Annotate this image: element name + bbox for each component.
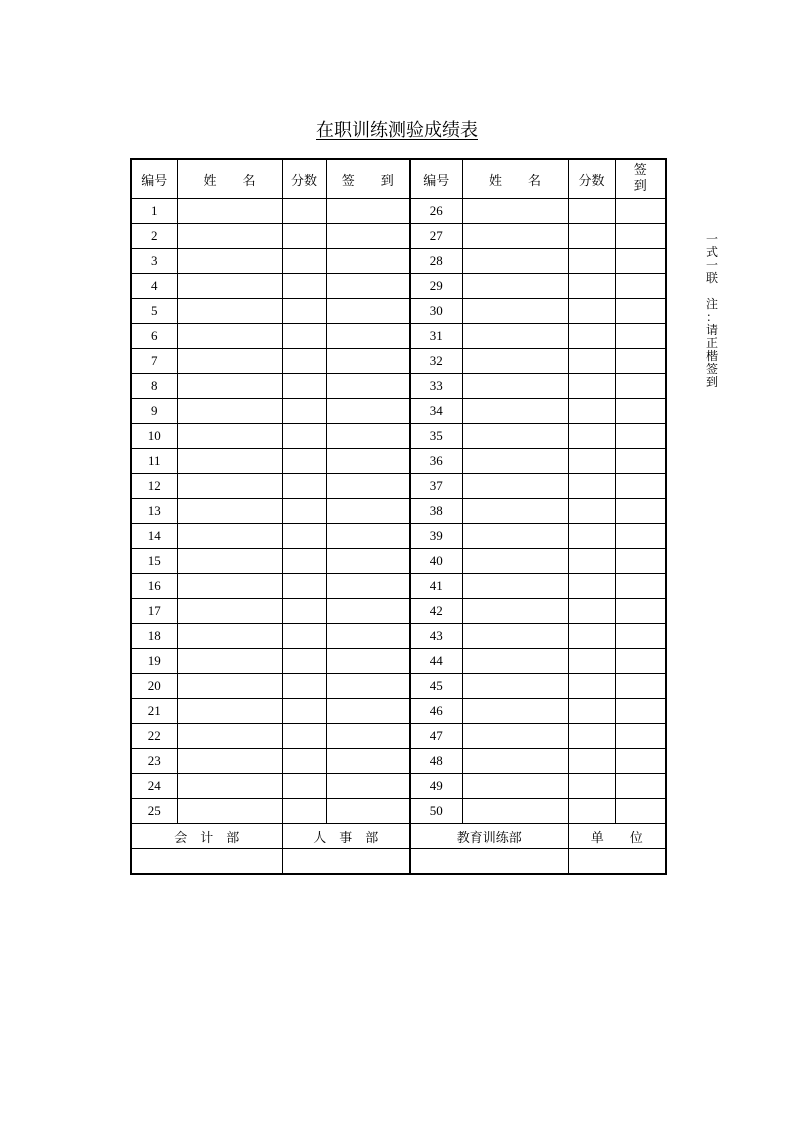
name-cell-right[interactable] <box>462 449 568 474</box>
score-cell-right[interactable] <box>568 399 615 424</box>
name-cell-left[interactable] <box>177 699 282 724</box>
score-cell-right[interactable] <box>568 424 615 449</box>
score-cell-right[interactable] <box>568 774 615 799</box>
name-cell-right[interactable] <box>462 624 568 649</box>
sign-cell-left[interactable] <box>326 749 410 774</box>
footer-training: 教育训练部 <box>410 824 568 849</box>
row-number-right: 44 <box>410 649 462 674</box>
footer-label-row <box>131 824 666 849</box>
header-sign-right-text: 签到 <box>633 163 647 194</box>
sign-cell-right[interactable] <box>615 349 666 374</box>
score-cell-right[interactable] <box>568 599 615 624</box>
score-cell-left[interactable] <box>282 699 326 724</box>
sign-cell-left[interactable] <box>326 249 410 274</box>
score-cell-left[interactable] <box>282 249 326 274</box>
score-cell-right[interactable] <box>568 299 615 324</box>
score-cell-left[interactable] <box>282 374 326 399</box>
row-number-left: 5 <box>131 299 177 324</box>
sign-cell-left[interactable] <box>326 599 410 624</box>
row-number-right: 42 <box>410 599 462 624</box>
name-cell-left[interactable] <box>177 649 282 674</box>
sign-cell-right[interactable] <box>615 699 666 724</box>
row-number-right: 27 <box>410 224 462 249</box>
sign-cell-left[interactable] <box>326 424 410 449</box>
row-number-left: 13 <box>131 499 177 524</box>
row-number-right: 38 <box>410 499 462 524</box>
side-note-char: 正 <box>705 336 718 350</box>
score-cell-right[interactable] <box>568 699 615 724</box>
score-cell-left[interactable] <box>282 774 326 799</box>
sign-cell-left[interactable] <box>326 499 410 524</box>
row-number-right: 41 <box>410 574 462 599</box>
name-cell-left[interactable] <box>177 749 282 774</box>
row-number-right: 32 <box>410 349 462 374</box>
score-cell-right[interactable] <box>568 649 615 674</box>
sign-cell-right[interactable] <box>615 274 666 299</box>
score-cell-left[interactable] <box>282 599 326 624</box>
score-cell-left[interactable] <box>282 724 326 749</box>
name-cell-left[interactable] <box>177 599 282 624</box>
name-cell-right[interactable] <box>462 474 568 499</box>
form-title <box>0 116 794 142</box>
header-sign-right <box>615 159 666 199</box>
score-cell-right[interactable] <box>568 474 615 499</box>
name-cell-left[interactable] <box>177 449 282 474</box>
name-cell-left[interactable] <box>177 199 282 224</box>
score-cell-left[interactable] <box>282 449 326 474</box>
name-cell-left[interactable] <box>177 249 282 274</box>
row-number-left: 18 <box>131 624 177 649</box>
score-cell-right[interactable] <box>568 274 615 299</box>
name-cell-right[interactable] <box>462 574 568 599</box>
sign-cell-right[interactable] <box>615 199 666 224</box>
score-cell-left[interactable] <box>282 324 326 349</box>
row-number-left: 15 <box>131 549 177 574</box>
table-row <box>131 274 666 299</box>
table-row <box>131 799 666 824</box>
sign-cell-right[interactable] <box>615 449 666 474</box>
row-number-left: 1 <box>131 199 177 224</box>
sign-cell-left[interactable] <box>326 399 410 424</box>
sign-cell-left[interactable] <box>326 299 410 324</box>
score-cell-right[interactable] <box>568 749 615 774</box>
sign-cell-right[interactable] <box>615 224 666 249</box>
side-note-char: 注 <box>705 297 718 311</box>
score-cell-right[interactable] <box>568 374 615 399</box>
score-cell-left[interactable] <box>282 199 326 224</box>
name-cell-left[interactable] <box>177 674 282 699</box>
table-row <box>131 774 666 799</box>
row-number-right: 47 <box>410 724 462 749</box>
score-cell-right[interactable] <box>568 674 615 699</box>
name-cell-left[interactable] <box>177 374 282 399</box>
row-number-left: 23 <box>131 749 177 774</box>
name-cell-left[interactable] <box>177 224 282 249</box>
sign-cell-left[interactable] <box>326 699 410 724</box>
footer-hr-blank[interactable] <box>282 849 410 875</box>
name-cell-right[interactable] <box>462 649 568 674</box>
table-row <box>131 749 666 774</box>
table-row <box>131 249 666 274</box>
score-cell-right[interactable] <box>568 724 615 749</box>
name-cell-left[interactable] <box>177 799 282 824</box>
sign-cell-left[interactable] <box>326 524 410 549</box>
sign-cell-right[interactable] <box>615 724 666 749</box>
name-cell-right[interactable] <box>462 699 568 724</box>
table-row <box>131 699 666 724</box>
row-number-left: 11 <box>131 449 177 474</box>
row-number-left: 21 <box>131 699 177 724</box>
side-note-char: 签 <box>705 362 718 376</box>
table-row <box>131 574 666 599</box>
table-row <box>131 449 666 474</box>
row-number-right: 46 <box>410 699 462 724</box>
row-number-left: 25 <box>131 799 177 824</box>
table-row <box>131 224 666 249</box>
name-cell-left[interactable] <box>177 324 282 349</box>
row-number-left: 20 <box>131 674 177 699</box>
row-number-right: 36 <box>410 449 462 474</box>
row-number-right: 50 <box>410 799 462 824</box>
sign-cell-right[interactable] <box>615 674 666 699</box>
score-cell-right[interactable] <box>568 449 615 474</box>
score-cell-right[interactable] <box>568 624 615 649</box>
sign-cell-left[interactable] <box>326 649 410 674</box>
footer-accounting-blank[interactable] <box>131 849 282 875</box>
row-number-right: 26 <box>410 199 462 224</box>
score-cell-left[interactable] <box>282 574 326 599</box>
sign-cell-right[interactable] <box>615 424 666 449</box>
score-cell-left[interactable] <box>282 499 326 524</box>
sign-cell-right[interactable] <box>615 624 666 649</box>
sign-cell-left[interactable] <box>326 624 410 649</box>
header-sign-left: 签 到 <box>326 159 410 199</box>
row-number-right: 35 <box>410 424 462 449</box>
table-row <box>131 349 666 374</box>
sign-cell-right[interactable] <box>615 524 666 549</box>
footer-hr: 人 事 部 <box>282 824 410 849</box>
name-cell-right[interactable] <box>462 224 568 249</box>
score-cell-left[interactable] <box>282 524 326 549</box>
score-cell-right[interactable] <box>568 324 615 349</box>
sign-cell-left[interactable] <box>326 724 410 749</box>
score-cell-right[interactable] <box>568 199 615 224</box>
row-number-right: 48 <box>410 749 462 774</box>
score-cell-right[interactable] <box>568 499 615 524</box>
score-table <box>130 158 667 875</box>
sign-cell-right[interactable] <box>615 549 666 574</box>
score-cell-left[interactable] <box>282 424 326 449</box>
sign-cell-left[interactable] <box>326 674 410 699</box>
name-cell-left[interactable] <box>177 499 282 524</box>
row-number-left: 17 <box>131 599 177 624</box>
side-note-char: 请 <box>705 323 718 337</box>
header-row <box>131 159 666 199</box>
row-number-right: 39 <box>410 524 462 549</box>
name-cell-right[interactable] <box>462 774 568 799</box>
row-number-right: 45 <box>410 674 462 699</box>
name-cell-right[interactable] <box>462 524 568 549</box>
score-cell-left[interactable] <box>282 474 326 499</box>
score-cell-left[interactable] <box>282 799 326 824</box>
name-cell-right[interactable] <box>462 399 568 424</box>
sign-cell-left[interactable] <box>326 199 410 224</box>
table-row <box>131 324 666 349</box>
table-row <box>131 299 666 324</box>
score-cell-left[interactable] <box>282 224 326 249</box>
table-row <box>131 199 666 224</box>
side-note-char: 一 <box>705 258 718 272</box>
row-number-right: 29 <box>410 274 462 299</box>
name-cell-right[interactable] <box>462 724 568 749</box>
score-cell-right[interactable] <box>568 574 615 599</box>
name-cell-right[interactable] <box>462 599 568 624</box>
name-cell-left[interactable] <box>177 474 282 499</box>
name-cell-left[interactable] <box>177 424 282 449</box>
header-no-left: 编号 <box>131 159 177 199</box>
sign-cell-right[interactable] <box>615 399 666 424</box>
row-number-left: 8 <box>131 374 177 399</box>
header-score-right: 分数 <box>568 159 615 199</box>
table-row <box>131 374 666 399</box>
name-cell-right[interactable] <box>462 499 568 524</box>
name-cell-left[interactable] <box>177 299 282 324</box>
header-score-left: 分数 <box>282 159 326 199</box>
sign-cell-left[interactable] <box>326 549 410 574</box>
sign-cell-left[interactable] <box>326 449 410 474</box>
row-number-left: 24 <box>131 774 177 799</box>
name-cell-left[interactable] <box>177 524 282 549</box>
row-number-left: 12 <box>131 474 177 499</box>
footer-unit-blank[interactable] <box>568 849 666 875</box>
row-number-right: 33 <box>410 374 462 399</box>
name-cell-right[interactable] <box>462 249 568 274</box>
sign-cell-right[interactable] <box>615 574 666 599</box>
table-row <box>131 649 666 674</box>
footer-blank-row <box>131 849 666 875</box>
name-cell-right[interactable] <box>462 199 568 224</box>
sign-cell-right[interactable] <box>615 749 666 774</box>
name-cell-right[interactable] <box>462 299 568 324</box>
table-row <box>131 624 666 649</box>
sign-cell-right[interactable] <box>615 324 666 349</box>
footer-accounting: 会 计 部 <box>131 824 282 849</box>
sign-cell-left[interactable] <box>326 374 410 399</box>
sign-cell-left[interactable] <box>326 224 410 249</box>
name-cell-left[interactable] <box>177 349 282 374</box>
row-number-left: 2 <box>131 224 177 249</box>
sign-cell-right[interactable] <box>615 599 666 624</box>
table-row <box>131 724 666 749</box>
sign-cell-right[interactable] <box>615 499 666 524</box>
row-number-left: 6 <box>131 324 177 349</box>
sign-cell-right[interactable] <box>615 249 666 274</box>
name-cell-right[interactable] <box>462 424 568 449</box>
name-cell-left[interactable] <box>177 574 282 599</box>
name-cell-right[interactable] <box>462 274 568 299</box>
name-cell-right[interactable] <box>462 799 568 824</box>
score-cell-left[interactable] <box>282 624 326 649</box>
form-title-text: 在职训练测验成绩表 <box>316 120 478 141</box>
score-cell-left[interactable] <box>282 674 326 699</box>
name-cell-left[interactable] <box>177 549 282 574</box>
score-cell-left[interactable] <box>282 349 326 374</box>
row-number-right: 43 <box>410 624 462 649</box>
score-cell-right[interactable] <box>568 249 615 274</box>
sign-cell-left[interactable] <box>326 324 410 349</box>
score-cell-right[interactable] <box>568 524 615 549</box>
name-cell-right[interactable] <box>462 374 568 399</box>
row-number-left: 22 <box>131 724 177 749</box>
side-note-char: 联 <box>705 271 718 285</box>
sign-cell-right[interactable] <box>615 649 666 674</box>
side-note-char: 楷 <box>705 349 718 363</box>
header-name-left: 姓 名 <box>177 159 282 199</box>
sign-cell-left[interactable] <box>326 574 410 599</box>
sign-cell-right[interactable] <box>615 299 666 324</box>
row-number-left: 19 <box>131 649 177 674</box>
side-note-char: 式 <box>705 245 718 259</box>
score-cell-left[interactable] <box>282 299 326 324</box>
score-cell-right[interactable] <box>568 224 615 249</box>
table-row <box>131 399 666 424</box>
sign-cell-left[interactable] <box>326 799 410 824</box>
footer-training-blank[interactable] <box>410 849 568 875</box>
sign-cell-right[interactable] <box>615 799 666 824</box>
row-number-left: 10 <box>131 424 177 449</box>
name-cell-right[interactable] <box>462 324 568 349</box>
score-cell-left[interactable] <box>282 649 326 674</box>
name-cell-left[interactable] <box>177 774 282 799</box>
sign-cell-left[interactable] <box>326 474 410 499</box>
score-cell-left[interactable] <box>282 274 326 299</box>
name-cell-right[interactable] <box>462 549 568 574</box>
table-row <box>131 474 666 499</box>
table-row <box>131 424 666 449</box>
sign-cell-right[interactable] <box>615 374 666 399</box>
name-cell-left[interactable] <box>177 624 282 649</box>
row-number-right: 31 <box>410 324 462 349</box>
row-number-left: 9 <box>131 399 177 424</box>
row-number-right: 49 <box>410 774 462 799</box>
row-number-left: 14 <box>131 524 177 549</box>
name-cell-right[interactable] <box>462 349 568 374</box>
header-no-right: 编号 <box>410 159 462 199</box>
table-row <box>131 674 666 699</box>
score-cell-left[interactable] <box>282 749 326 774</box>
sign-cell-left[interactable] <box>326 349 410 374</box>
sign-cell-right[interactable] <box>615 474 666 499</box>
table-row <box>131 499 666 524</box>
score-cell-right[interactable] <box>568 549 615 574</box>
name-cell-right[interactable] <box>462 749 568 774</box>
row-number-right: 40 <box>410 549 462 574</box>
row-number-right: 30 <box>410 299 462 324</box>
table-row <box>131 549 666 574</box>
score-cell-left[interactable] <box>282 399 326 424</box>
row-number-right: 37 <box>410 474 462 499</box>
footer-unit: 单 位 <box>568 824 666 849</box>
name-cell-left[interactable] <box>177 724 282 749</box>
row-number-left: 16 <box>131 574 177 599</box>
sign-cell-right[interactable] <box>615 774 666 799</box>
table-row <box>131 524 666 549</box>
table-row <box>131 599 666 624</box>
side-note-char: 到 <box>705 375 718 389</box>
header-name-right: 姓 名 <box>462 159 568 199</box>
sign-cell-left[interactable] <box>326 274 410 299</box>
side-note-char: ： <box>705 310 718 324</box>
sign-cell-left[interactable] <box>326 774 410 799</box>
row-number-left: 4 <box>131 274 177 299</box>
row-number-right: 34 <box>410 399 462 424</box>
side-note <box>704 233 720 389</box>
name-cell-left[interactable] <box>177 399 282 424</box>
name-cell-right[interactable] <box>462 674 568 699</box>
row-number-left: 7 <box>131 349 177 374</box>
score-cell-right[interactable] <box>568 349 615 374</box>
row-number-right: 28 <box>410 249 462 274</box>
score-cell-left[interactable] <box>282 549 326 574</box>
row-number-left: 3 <box>131 249 177 274</box>
name-cell-left[interactable] <box>177 274 282 299</box>
side-note-char: 一 <box>705 232 718 246</box>
score-cell-right[interactable] <box>568 799 615 824</box>
